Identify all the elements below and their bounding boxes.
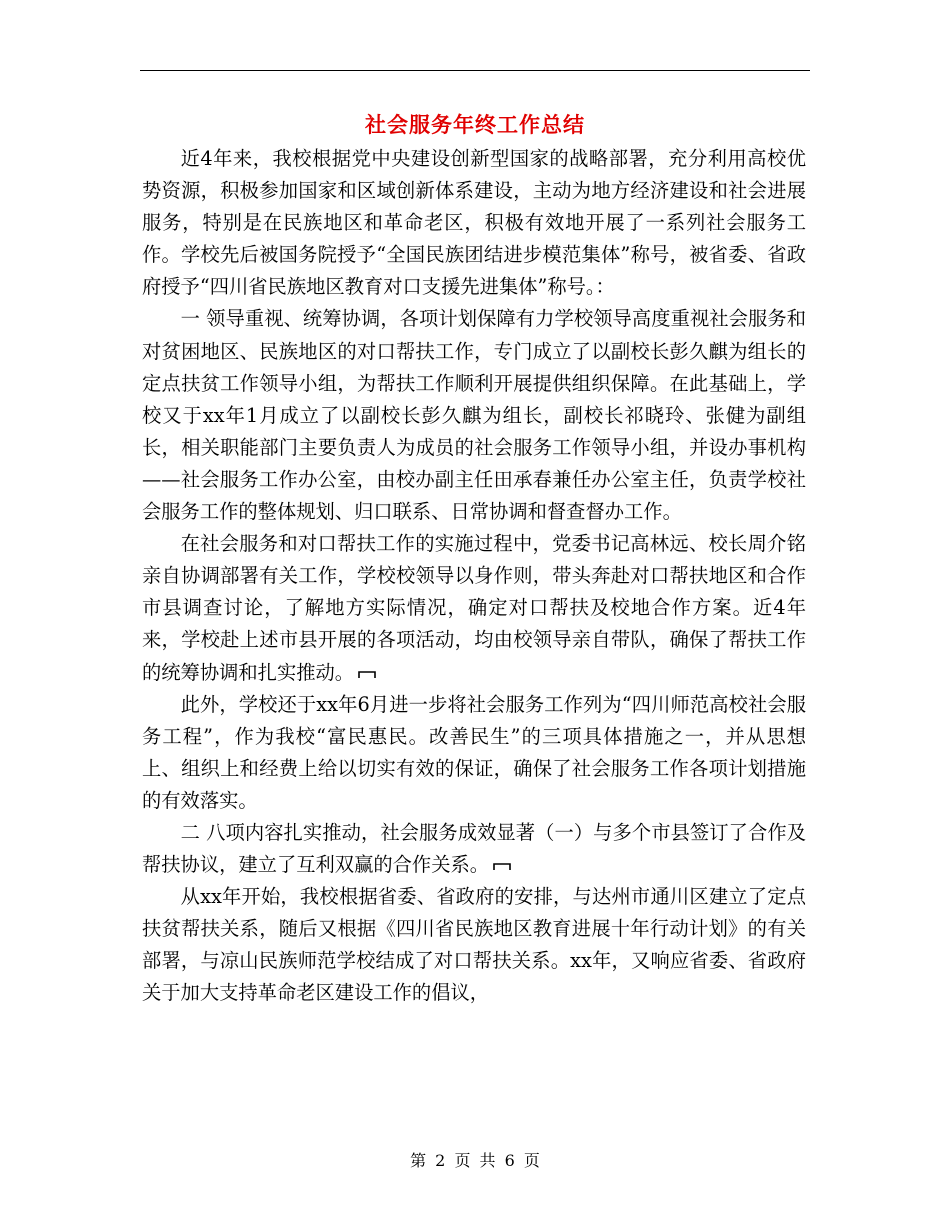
document-body: [142, 143, 806, 1010]
paragraph-5: [142, 817, 806, 881]
paragraph-6: [142, 881, 806, 1009]
paragraph-5-text: 二 八项内容扎实推动，社会服务成效显著（一）与多个市县签订了合作及帮扶协议，建立了互利双赢的合作关系。: [142, 820, 806, 877]
bracket-mark-icon: [493, 861, 511, 871]
paragraph-1-text: 近4年来，我校根据党中央建设创新型国家的战略部署，充分利用高校优势资源，积极参加国家和区域创新体系建设，主动为地方经济建设和社会进展服务，特别是在民族地区和革命老区，积极有效地开展了一系列社会服务工作。学校先后被国务院授予“全国民族团结进步模范集体”称号，被省委、省政府授予“四川省民族地区教育对口支援先进集体”称号。：: [142, 147, 806, 299]
page-footer: 第 2 页 共 6 页: [410, 1151, 540, 1170]
paragraph-1: [142, 143, 806, 303]
paragraph-3-text: 在社会服务和对口帮扶工作的实施过程中，党委书记高林远、校长周介铭亲自协调部署有关工作，学校校领导以身作则，带头奔赴对口帮扶地区和合作市县调查讨论，了解地方实际情况，确定对口帮扶及校地合作方案。近4年来，学校赴上述市县开展的各项活动，均由校领导亲自带队，确保了帮扶工作的统筹协调和扎实推动。: [142, 532, 806, 684]
paragraph-2: [142, 303, 806, 528]
paragraph-6-text: 从xx年开始，我校根据省委、省政府的安排，与达州市通川区建立了定点扶贫帮扶关系，随后又根据《四川省民族地区教育进展十年行动计划》的有关部署，与凉山民族师范学校结成了对口帮扶关系。xx年，又响应省委、省政府关于加大支持革命老区建设工作的倡议，: [142, 885, 806, 1005]
paragraph-4-text: 此外，学校还于xx年6月进一步将社会服务工作列为“四川师范高校社会服务工程”，作为我校“富民惠民。改善民生”的三项具体措施之一，并从思想上、组织上和经费上给以切实有效的保证，确保了社会服务工作各项计划措施的有效落实。: [142, 692, 806, 812]
header-rule: [140, 70, 810, 71]
bracket-mark-icon: [358, 669, 376, 679]
paragraph-3: [142, 528, 806, 688]
paragraph-2-text: 一 领导重视、统筹协调，各项计划保障有力学校领导高度重视社会服务和对贫困地区、民族地区的对口帮扶工作，专门成立了以副校长彭久麒为组长的定点扶贫工作领导小组，为帮扶工作顺利开展提供组织保障。在此基础上，学校又于xx年1月成立了以副校长彭久麒为组长，副校长祁晓玲、张健为副组长，相关职能部门主要负责人为成员的社会服务工作领导小组，并设办事机构——社会服务工作办公室，由校办副主任田承春兼任办公室主任，负责学校社会服务工作的整体规划、归口联系、日常协调和督查督办工作。: [142, 307, 806, 524]
paragraph-4: [142, 689, 806, 817]
document-title: 社会服务年终工作总结: [365, 112, 585, 137]
